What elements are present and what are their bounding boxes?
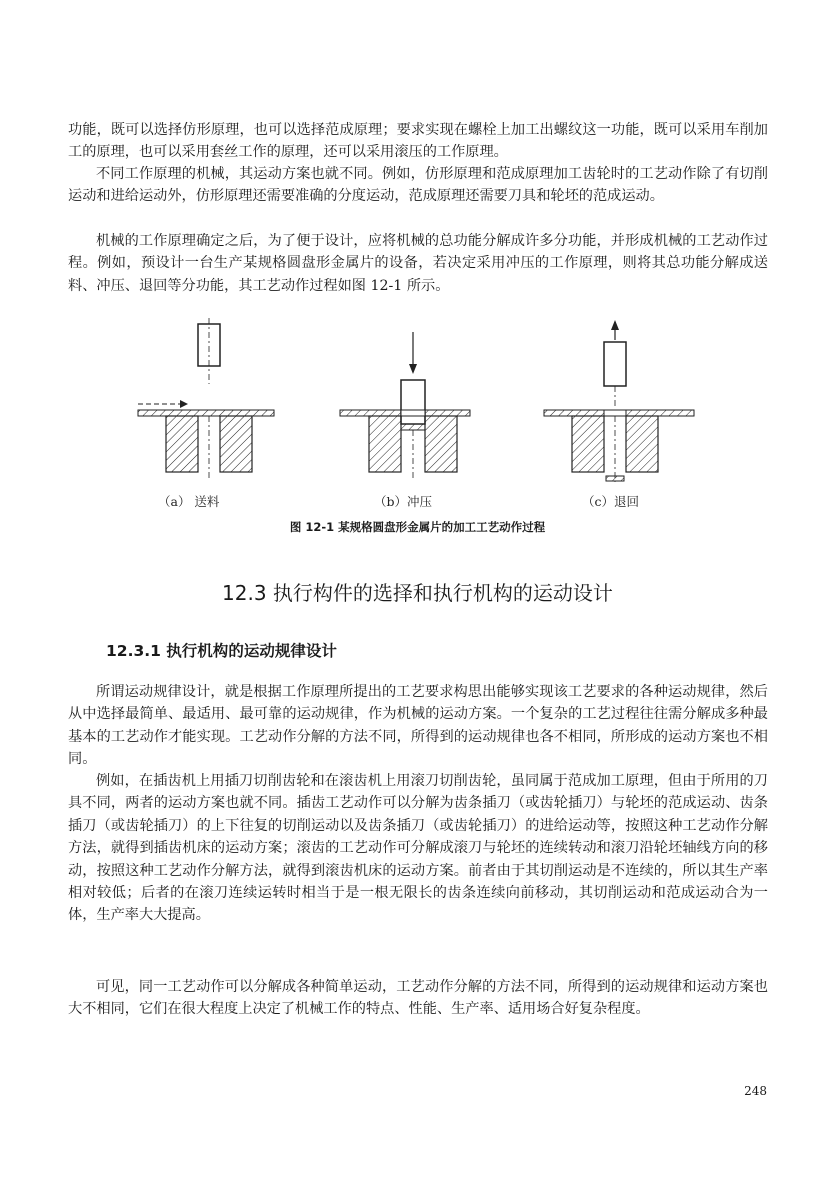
subfigure-label-c: （c）退回 (582, 494, 640, 509)
diagram-feeding (138, 318, 274, 478)
paragraph: 不同工作原理的机械，其运动方案也就不同。例如，仿形原理和范成原理加工齿轮时的工艺动作除了有切削运动和进给运动外，仿形原理还需要准确的分度运动，范成原理还需要刀具和轮坯的范成运动。 (68, 166, 768, 205)
paragraph: 机械的工作原理确定之后，为了便于设计，应将机械的总功能分解成许多分功能，并形成机械的工艺动作过程。例如，预设计一台生产某规格圆盘形金属片的设备，若决定采用冲压的工作原理，则将其总功能分解成送料、冲压、退回等分功能，其工艺动作过程如图 12-1 所示。 (68, 233, 768, 294)
diagram-stamping (340, 332, 470, 478)
subsection-heading: 12.3.1 执行机构的运动规律设计 (106, 642, 337, 660)
paragraph: 例如，在插齿机上用插刀切削齿轮和在滚齿机上用滚刀切削齿轮，虽同属于范成加工原理，但由于所用的刀具不同，两者的运动方案也就不同。插齿工艺动作可以分解为齿条插刀（或齿轮插刀）与轮坯的范成运动、齿条插刀（或齿轮插刀）的上下往复的切削运动以及齿条插刀（或齿轮插刀）的进给运动等，按照这种工艺动作分解方法，就得到插齿机床的运动方案；滚齿的工艺动作可分解成滚刀与轮坯的连续转动和滚刀沿轮坯轴线方向的移动，按照这种工艺动作分解方法，就得到滚齿机床的运动方案。前者由于其切削运动是不连续的，所以其生产率相对较低；后者的在滚刀连续运转时相当于是一根无限长的齿条连续向前移动，其切削运动和范成运动合为一体，生产率大大提高。 (68, 773, 768, 924)
diagram-return (544, 320, 694, 482)
page-number: 248 (744, 1084, 767, 1098)
figure-caption: 图 12-1 某规格圆盘形金属片的加工工艺动作过程 (289, 520, 546, 534)
section-heading: 12.3 执行构件的选择和执行机构的运动设计 (222, 581, 613, 605)
figure-12-1 (130, 318, 710, 540)
paragraph-continued: 功能，既可以选择仿形原理，也可以选择范成原理；要求实现在螺栓上加工出螺纹这一功能，既可以采用车削加工的原理，也可以采用套丝工作的原理，还可以采用滚压的工作原理。 (68, 122, 768, 161)
paragraph: 可见，同一工艺动作可以分解成各种简单运动，工艺动作分解的方法不同，所得到的运动规律和运动方案也大不相同，它们在很大程度上决定了机械工作的特点、性能、生产率、适用场合好复杂程度。 (68, 979, 768, 1018)
paragraph: 所谓运动规律设计，就是根据工作原理所提出的工艺要求构思出能够实现该工艺要求的各种运动规律，然后从中选择最简单、最适用、最可靠的运动规律，作为机械的运动方案。一个复杂的工艺过程往往需分解成多种最基本的工艺动作才能实现。工艺动作分解的方法不同，所得到的运动规律也各不相同，所形成的运动方案也不相同。 (68, 684, 768, 768)
subfigure-label-a: （a） 送料 (158, 494, 220, 509)
subfigure-label-b: （b）冲压 (374, 494, 433, 509)
